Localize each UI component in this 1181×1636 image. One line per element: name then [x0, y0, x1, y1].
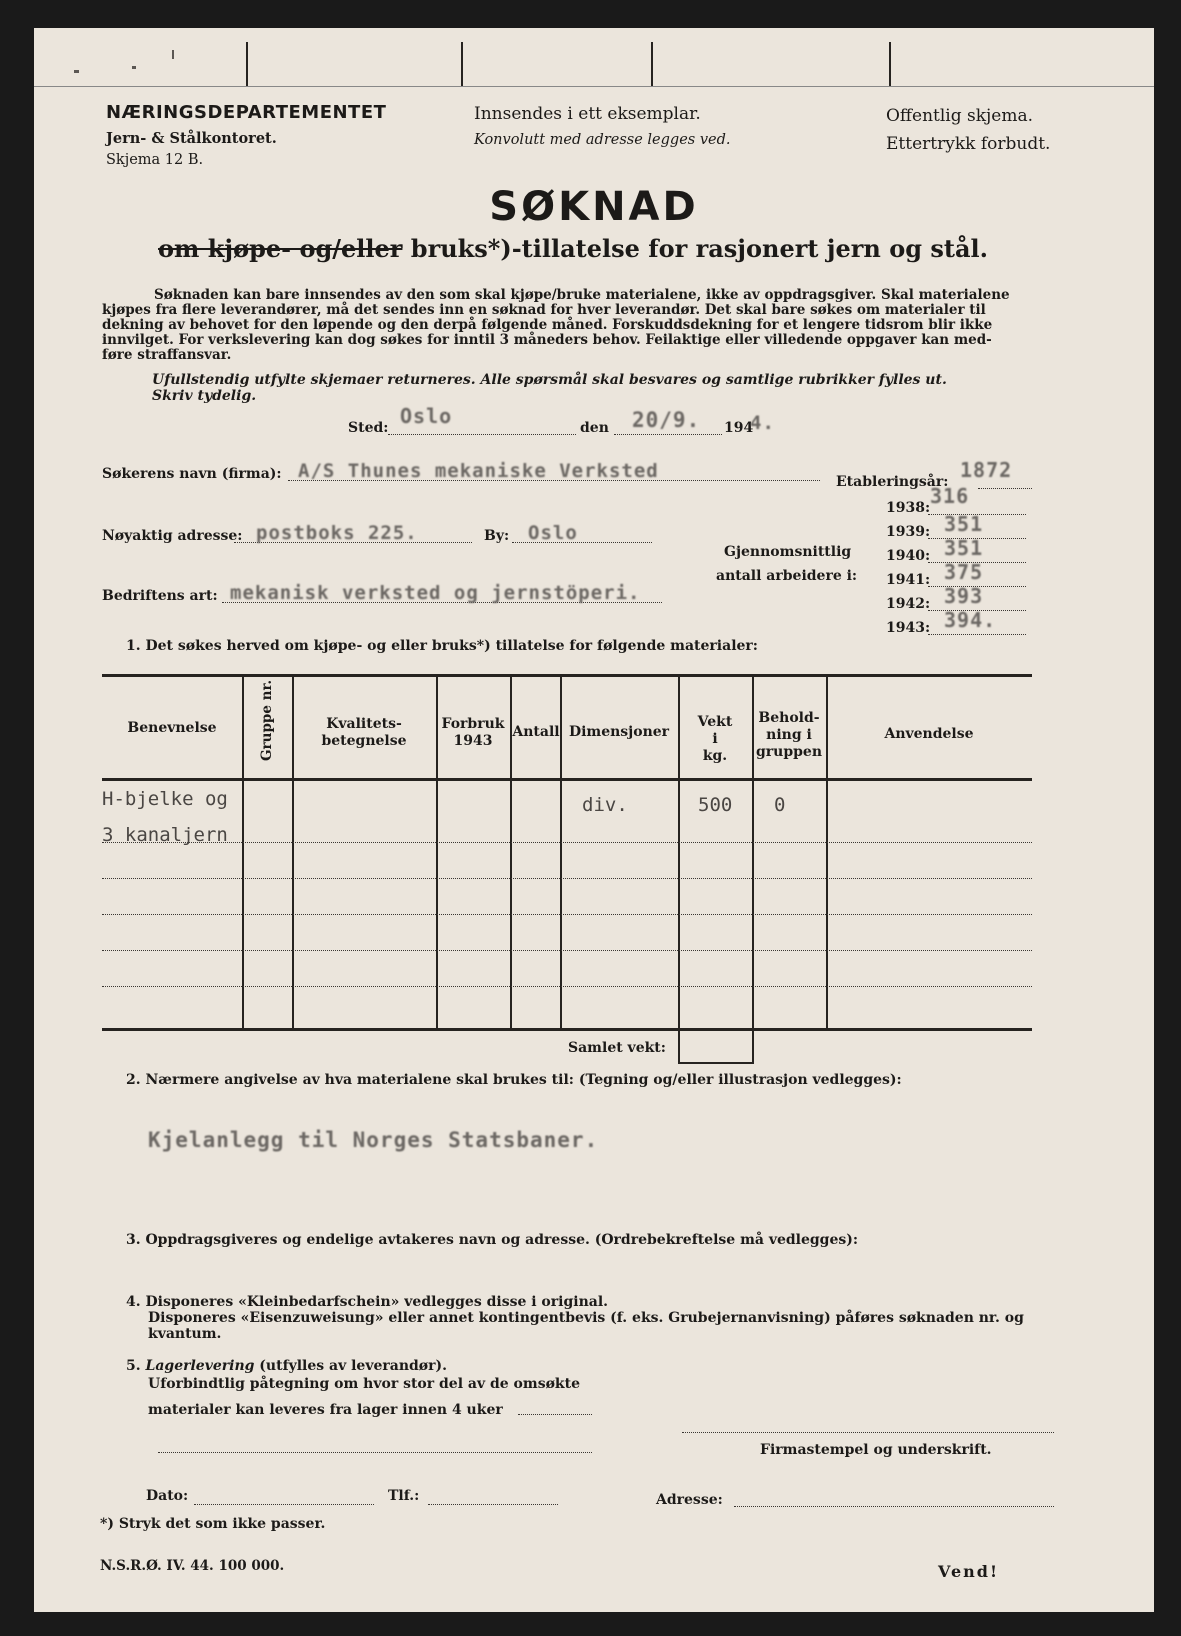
- footnote: *) Stryk det som ikke passer.: [100, 1516, 326, 1532]
- question-5-heading: Lagerlevering: [145, 1358, 255, 1374]
- form-page: [34, 28, 1154, 1612]
- header-forbruk: [436, 716, 510, 750]
- table-row[interactable]: [102, 878, 1032, 879]
- address-value: postboks 225.: [256, 522, 418, 544]
- phone-field[interactable]: [428, 1504, 558, 1505]
- header-vekt-line: i: [712, 731, 718, 747]
- header-beholdning: [752, 710, 826, 761]
- header-vekt: [678, 714, 752, 765]
- ministry-name: NÆRINGSDEPARTEMENTET: [106, 102, 387, 123]
- intro-line: innvilget. For verkslevering kan dog søkes for inntil 3 måneders behov. Feilaktige eller villedende oppgaver kan med-: [102, 332, 992, 348]
- top-divider: [889, 42, 891, 86]
- city-label: By:: [484, 528, 510, 544]
- question-5-title: [126, 1358, 447, 1374]
- question-2-answer: Kjelanlegg til Norges Statsbaner.: [148, 1128, 599, 1152]
- worker-count-field[interactable]: [928, 634, 1026, 635]
- question-4: kvantum.: [148, 1326, 222, 1342]
- worker-count: 351: [944, 512, 984, 536]
- top-strip-line: [34, 86, 1154, 87]
- established-field[interactable]: [978, 488, 1032, 489]
- cell-beholdning: 0: [774, 794, 786, 816]
- cell-dimensjoner: div.: [582, 794, 628, 816]
- date-value: 20/9.: [632, 408, 701, 432]
- worker-year: 1938:: [886, 500, 931, 516]
- address-label: Nøyaktig adresse:: [102, 528, 243, 544]
- table-row[interactable]: [102, 914, 1032, 915]
- date-label: den: [580, 420, 609, 436]
- stock-delivery-field[interactable]: [518, 1414, 592, 1415]
- date-footer-label: Dato:: [146, 1488, 189, 1504]
- header-dimensjoner: Dimensjoner: [568, 724, 670, 740]
- worker-year: 1939:: [886, 524, 931, 540]
- intro-line: føre straffansvar.: [102, 347, 232, 363]
- worker-year: 1940:: [886, 548, 931, 564]
- year-value: 4.: [750, 412, 775, 434]
- date-footer-field[interactable]: [194, 1504, 374, 1505]
- business-label: Bedriftens art:: [102, 588, 218, 604]
- reprint-note: Ettertrykk forbudt.: [886, 134, 1051, 154]
- worker-count: 394.: [944, 608, 997, 632]
- instruction-line: Skriv tydelig.: [152, 388, 257, 404]
- place-value: Oslo: [400, 404, 453, 428]
- stock-delivery-field[interactable]: [158, 1452, 592, 1453]
- cell-benevnelse: 3 kanaljern: [102, 824, 228, 846]
- signature-field[interactable]: [682, 1432, 1054, 1433]
- total-box-bottom: [678, 1062, 754, 1064]
- question-4: Disponeres «Eisenzuweisung» eller annet kontingentbevis (f. eks. Grubejernanvisning) påføres søknaden nr. og: [148, 1310, 1024, 1326]
- worker-count: 351: [944, 536, 984, 560]
- envelope-note: Konvolutt med adresse legges ved.: [474, 132, 731, 148]
- year-prefix: 194: [724, 420, 754, 436]
- date-field[interactable]: [614, 434, 722, 435]
- established-value: 1872: [960, 458, 1013, 482]
- instruction-line: Ufullstendig utfylte skjemaer returneres. Alle spørsmål skal besvares og samtlige rubrikker fylles ut.: [152, 372, 947, 388]
- question-5-subheading: (utfylles av leverandør).: [259, 1358, 447, 1374]
- form-number: Skjema 12 B.: [106, 152, 204, 168]
- header-vekt-line: kg.: [702, 748, 728, 764]
- applicant-name-value: A/S Thunes mekaniske Verksted: [298, 460, 659, 482]
- subtitle-rest: bruks*)-tillatelse for rasjonert jern og stål.: [410, 234, 988, 263]
- worker-count: 316: [930, 484, 970, 508]
- question-1: 1. Det søkes herved om kjøpe- og eller bruks*) tillatelse for følgende materialer:: [126, 638, 758, 654]
- question-5-number: 5.: [126, 1358, 141, 1374]
- header-benevnelse: Benevnelse: [127, 720, 217, 736]
- worker-count: 393: [944, 584, 984, 608]
- workers-label: Gjennomsnittlig: [724, 544, 852, 560]
- header-forbruk-line: 1943: [453, 733, 493, 749]
- worker-year: 1941:: [886, 572, 931, 588]
- intro-line: kjøpes fra flere leverandører, må det sendes inn en søknad for hver leverandør. Det skal bare søkes om materialer til: [102, 302, 986, 318]
- header-gruppe: Gruppe nr.: [259, 679, 275, 761]
- top-divider: [246, 42, 248, 86]
- signature-label: Firmastempel og underskrift.: [760, 1442, 992, 1458]
- intro-line: Søknaden kan bare innsendes av den som skal kjøpe/bruke materialene, ikke av oppdragsgiver. Skal materialene: [154, 287, 1010, 303]
- phone-label: Tlf.:: [388, 1488, 420, 1504]
- form-title: SØKNAD: [489, 184, 699, 230]
- business-value: mekanisk verksted og jernstöperi.: [230, 582, 641, 604]
- cell-benevnelse: H-bjelke og: [102, 788, 228, 810]
- table-row[interactable]: [102, 986, 1032, 987]
- worker-year: 1943:: [886, 620, 931, 636]
- header-beholdning-line: gruppen: [755, 744, 822, 760]
- address-footer-label: Adresse:: [656, 1492, 723, 1508]
- top-divider: [651, 42, 653, 86]
- ink-mark: [172, 50, 174, 59]
- office-name: Jern- & Stålkontoret.: [106, 130, 277, 147]
- ink-mark: [132, 66, 136, 69]
- header-kvalitet: [292, 716, 436, 750]
- address-footer-field[interactable]: [734, 1506, 1054, 1507]
- header-beholdning-line: Behold-: [758, 710, 820, 726]
- header-beholdning-line: ning i: [766, 727, 812, 743]
- total-weight-label: Samlet vekt:: [568, 1040, 666, 1056]
- table-row[interactable]: [102, 842, 1032, 843]
- header-vekt-line: Vekt: [697, 714, 733, 730]
- cell-vekt: 500: [698, 794, 733, 816]
- worker-count: 375: [944, 560, 984, 584]
- place-label: Sted:: [348, 420, 389, 436]
- question-3: 3. Oppdragsgiveres og endelige avtakeres navn og adresse. (Ordrebekreftelse må vedlegges):: [126, 1232, 859, 1248]
- place-field[interactable]: [388, 434, 576, 435]
- submit-note: Innsendes i ett eksemplar.: [474, 104, 701, 124]
- workers-label: antall arbeidere i:: [716, 568, 858, 584]
- column-divider: [242, 676, 244, 1030]
- header-anvendelse: Anvendelse: [884, 726, 974, 742]
- established-label: Etableringsår:: [836, 474, 949, 490]
- ink-mark: [74, 70, 79, 73]
- public-note: Offentlig skjema.: [886, 106, 1034, 126]
- struck-subtitle: om kjøpe- og/eller: [158, 234, 403, 263]
- question-4: 4. Disponeres «Kleinbedarfschein» vedlegges disse i original.: [126, 1294, 609, 1310]
- question-2: 2. Nærmere angivelse av hva materialene skal brukes til: (Tegning og/eller illustrasjon vedlegges):: [126, 1072, 902, 1088]
- question-5-text: materialer kan leveres fra lager innen 4 uker: [148, 1402, 503, 1418]
- worker-year: 1942:: [886, 596, 931, 612]
- applicant-name-label: Søkerens navn (firma):: [102, 466, 282, 482]
- header-antall: Antall: [512, 724, 560, 740]
- header-forbruk-line: Forbruk: [441, 716, 505, 732]
- table-row[interactable]: [102, 950, 1032, 951]
- header-kvalitet-line: Kvalitets-: [326, 716, 402, 732]
- form-subtitle: [158, 234, 988, 263]
- header-kvalitet-line: betegnelse: [321, 733, 407, 749]
- city-value: Oslo: [528, 522, 578, 544]
- turn-page-note: Vend!: [938, 1562, 999, 1581]
- question-5-text: Uforbindtlig påtegning om hvor stor del av de omsøkte: [148, 1376, 580, 1392]
- top-divider: [461, 42, 463, 86]
- intro-line: dekning av behovet for den løpende og den derpå følgende måned. Forskuddsdekning for et lengere tidsrom blir ikke: [102, 317, 993, 333]
- print-code: N.S.R.Ø. IV. 44. 100 000.: [100, 1558, 285, 1574]
